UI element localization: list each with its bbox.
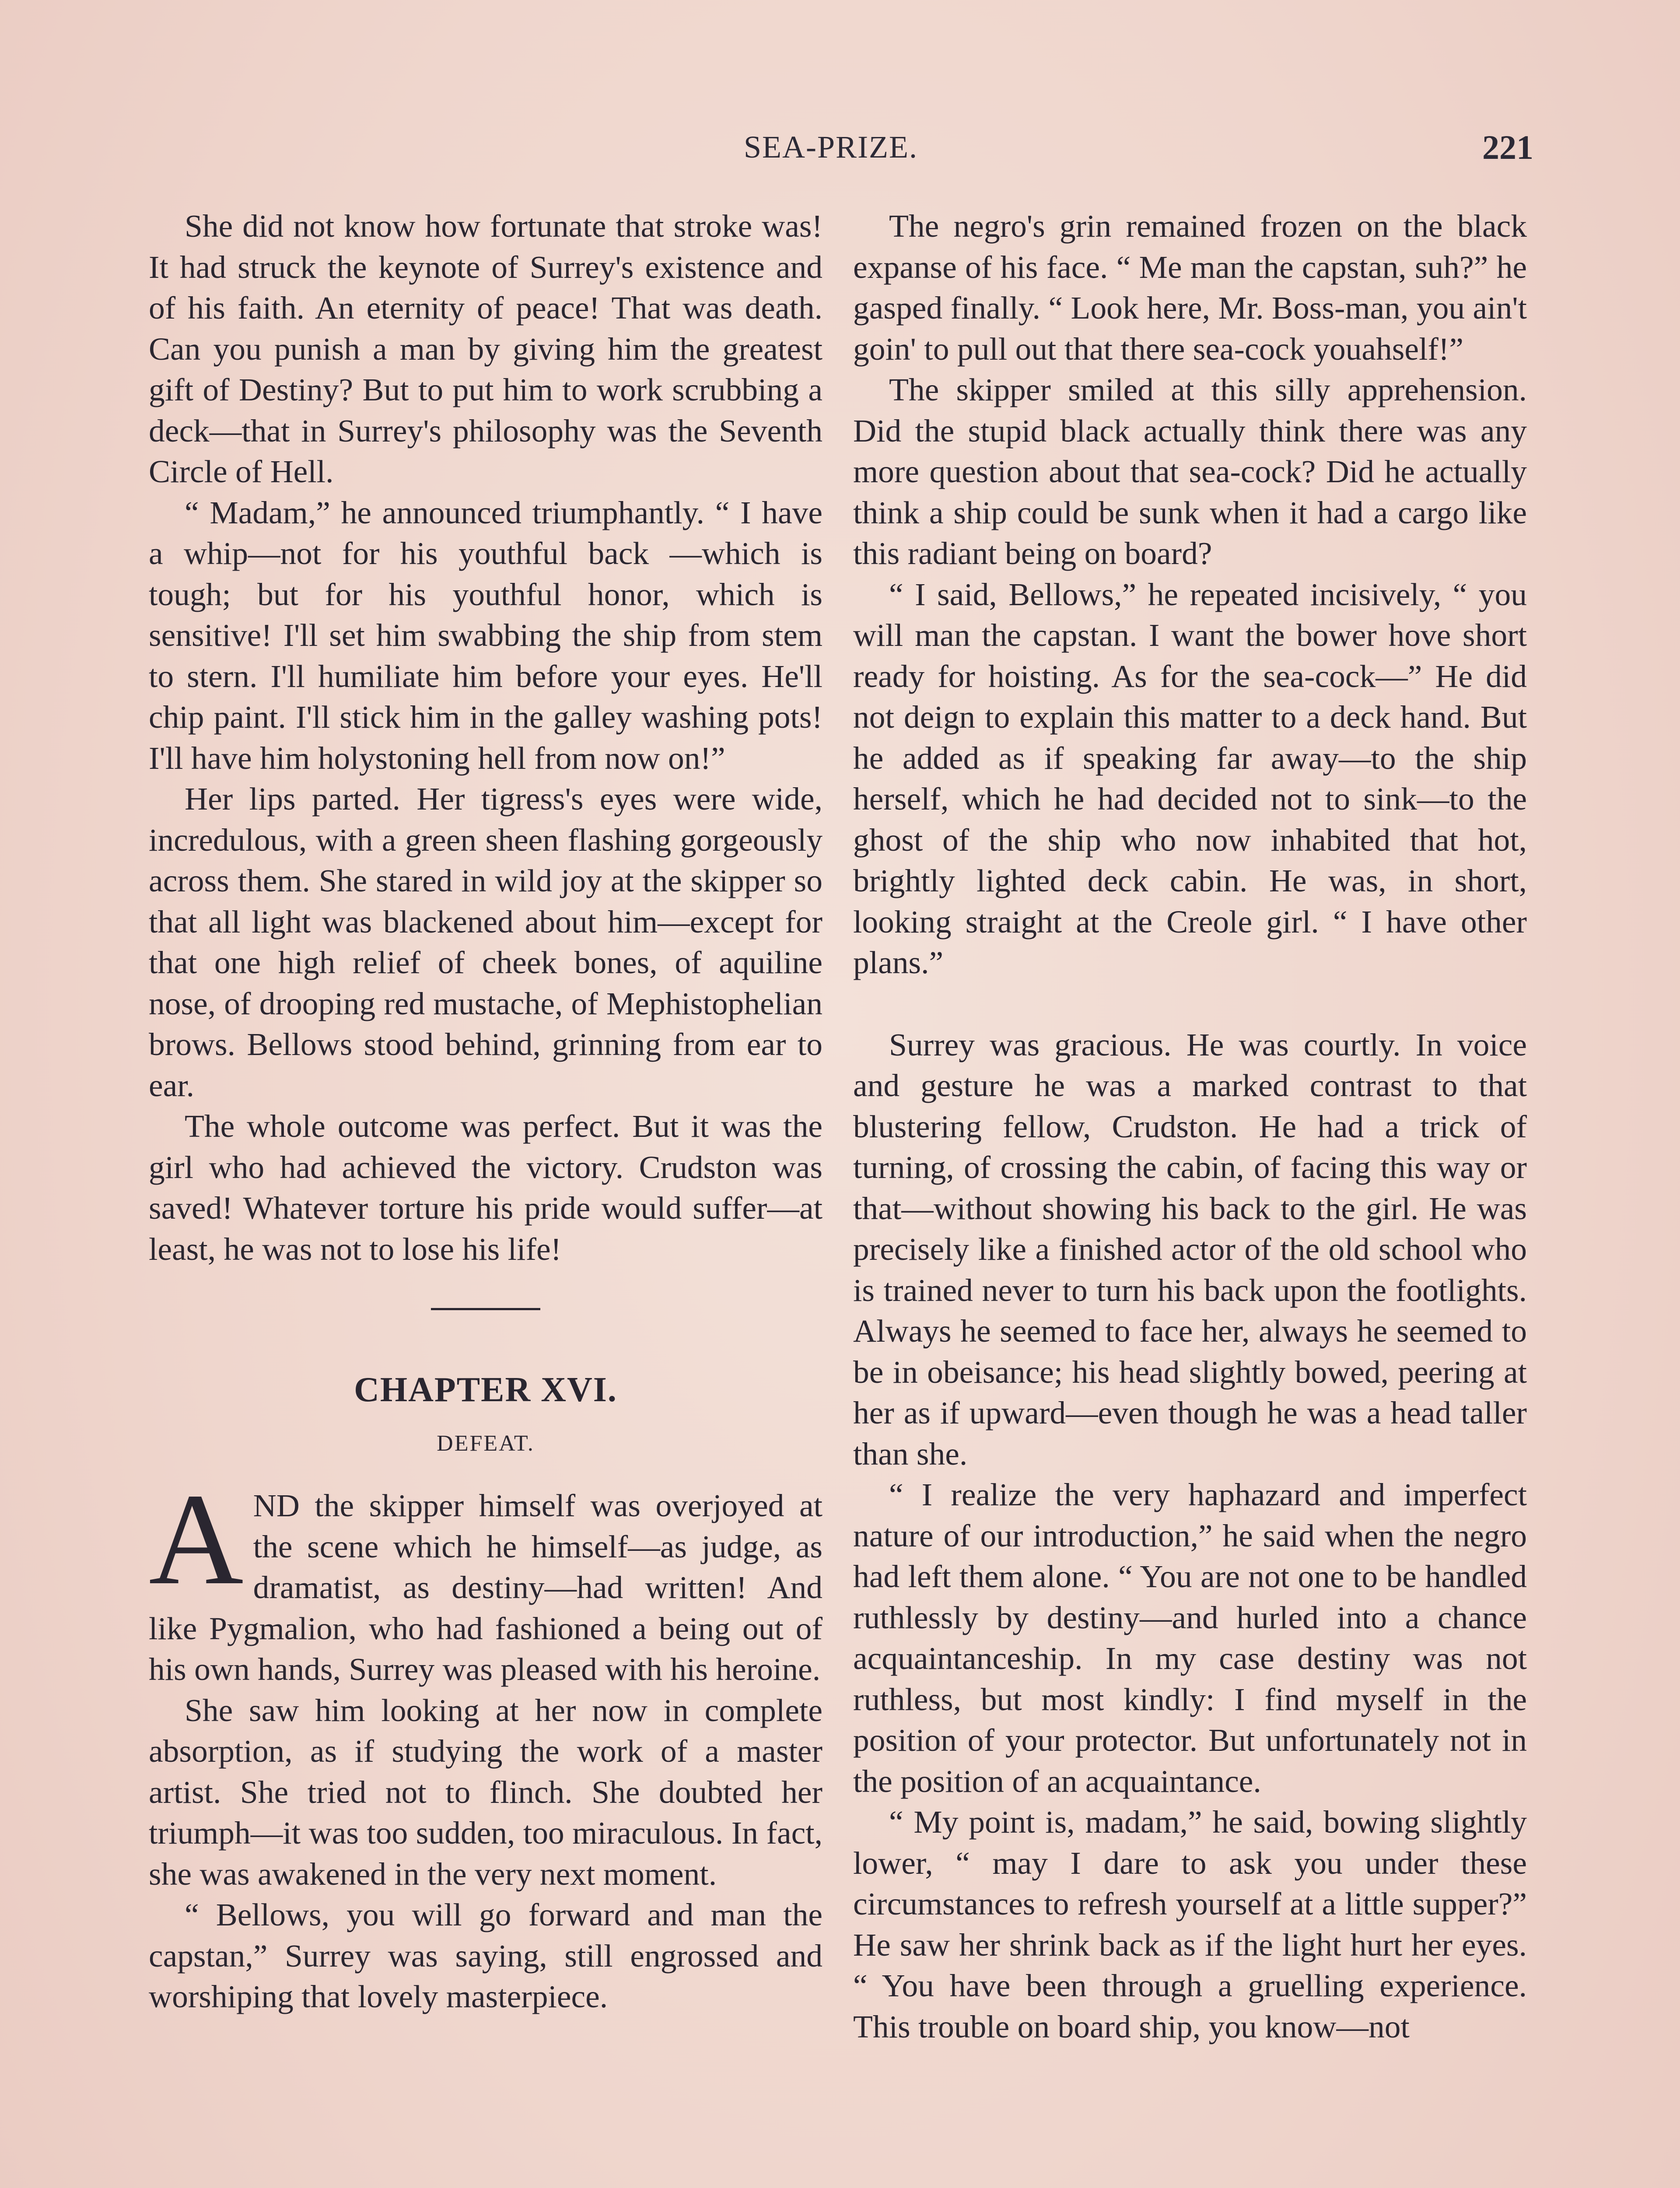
paragraph: The whole outcome was perfect. But it was the girl who had achieved the victory. Crudston was saved! Whatever torture his pride would suffer—at least, he was not to lose his life! — [149, 1108, 822, 1267]
page-number: 221 — [1482, 128, 1533, 166]
left-column — [149, 206, 822, 2017]
paragraph: “ My point is, madam,” he said, bowing slightly lower, “ may I dare to ask you under these circumstances to refresh yourself at a little supper?” He saw her shrink back as if the light hurt her eyes. “ You have been through a gruelling experience. This trouble on board ship, you know—not — [853, 1804, 1527, 2044]
paragraph: She did not know how fortunate that stroke was! It had struck the keynote of Surrey's existence and of his faith. An eternity of peace! That was death. Can you punish a man by giving him the greatest gift of Destiny? But to put him to work scrubbing a deck—that in Surrey's philosophy was the Seventh Circle of Hell. — [149, 208, 822, 489]
paragraph: Her lips parted. Her tigress's eyes were wide, incredulous, with a green sheen flashing gorgeously across them. She stared in wild joy at the skipper so that all light was blackened about him—except for that one high relief of cheek bones, of aquiline nose, of drooping red mustache, of Mephistophelian brows. Bellows stood behind, grinning from ear to ear. — [149, 781, 822, 1103]
paragraph: The negro's grin remained frozen on the black expanse of his face. “ Me man the capstan, suh?” he gasped finally. “ Look here, Mr. Boss-man, you ain't goin' to pull out that there sea-cock youahself!” — [853, 208, 1527, 367]
paragraph: “ I realize the very haphazard and imperfect nature of our introduction,” he said when the negro had left them alone. “ You are not one to be handled ruthlessly by destiny—and hurled into a chance acquaintanceship. In my case destiny was not ruthless, but most kindly: I find myself in the position of your protector. But unfortunately not in the position of an acquaintance. — [853, 1477, 1527, 1799]
paragraph: She saw him looking at her now in complete absorption, as if studying the work of a master artist. She tried not to flinch. She doubted her triumph—it was too sudden, too miraculous. In fact, she was awakened in the very next moment. — [149, 1692, 822, 1892]
drop-cap: A — [149, 1466, 244, 1612]
paragraph: The skipper smiled at this silly apprehension. Did the stupid black actually think there was any more question about that sea-cock? Did he actually think a ship could be sunk when it had a cargo like this radiant being on board? — [853, 372, 1527, 571]
running-title: SEA-PRIZE. — [744, 130, 918, 165]
paragraph-text: ND the skipper himself was overjoyed at the scene which he himself—as judge, as dramatist, as destiny—had written! And like Pygmalion, who had fashioned a being out of his own hands, Surrey was pleased with his heroine. — [149, 1488, 822, 1687]
right-column — [853, 206, 1527, 2047]
paragraph: “ Bellows, you will go forward and man the capstan,” Surrey was saying, still engrossed and worshiping that lovely masterpiece. — [149, 1897, 822, 2014]
paragraph: Surrey was gracious. He was courtly. In voice and gesture he was a marked contrast to that blustering fellow, Crudston. He had a trick of turning, of crossing the cabin, of facing this way or that—without showing his back to the girl. He was precisely like a finished actor of the old school who is trained never to turn his back upon the footlights. Always he seemed to face her, always he seemed to be in obeisance; his head slightly bowed, peering at her as if upward—even though he was a head taller than she. — [853, 1027, 1527, 1472]
paragraph: “ Madam,” he announced triumphantly. “ I have a whip—not for his youthful back —which is tough; but for his youthful honor, which is sensitive! I'll set him swabbing the ship from stem to stern. I'll humiliate him before your eyes. He'll chip paint. I'll stick him in the galley washing pots! I'll have him holystoning hell from now on!” — [149, 494, 822, 776]
section-divider — [431, 1308, 540, 1310]
chapter-opening-paragraph — [149, 1466, 822, 1690]
paragraph: “ I said, Bellows,” he repeated incisively, “ you will man the capstan. I want the bower hove short ready for hoisting. As for the sea-cock—” He did not deign to explain this matter to a deck hand. But he added as if speaking far away—to the ship herself, which he had decided not to sink—to the ghost of the ship who now inhabited that hot, brightly lighted deck cabin. He was, in short, looking straight at the Creole girl. “ I have other plans.” — [853, 576, 1527, 980]
section-break — [853, 983, 1527, 1024]
chapter-title: CHAPTER XVI. — [354, 1371, 617, 1409]
chapter-subtitle: DEFEAT. — [437, 1431, 535, 1456]
